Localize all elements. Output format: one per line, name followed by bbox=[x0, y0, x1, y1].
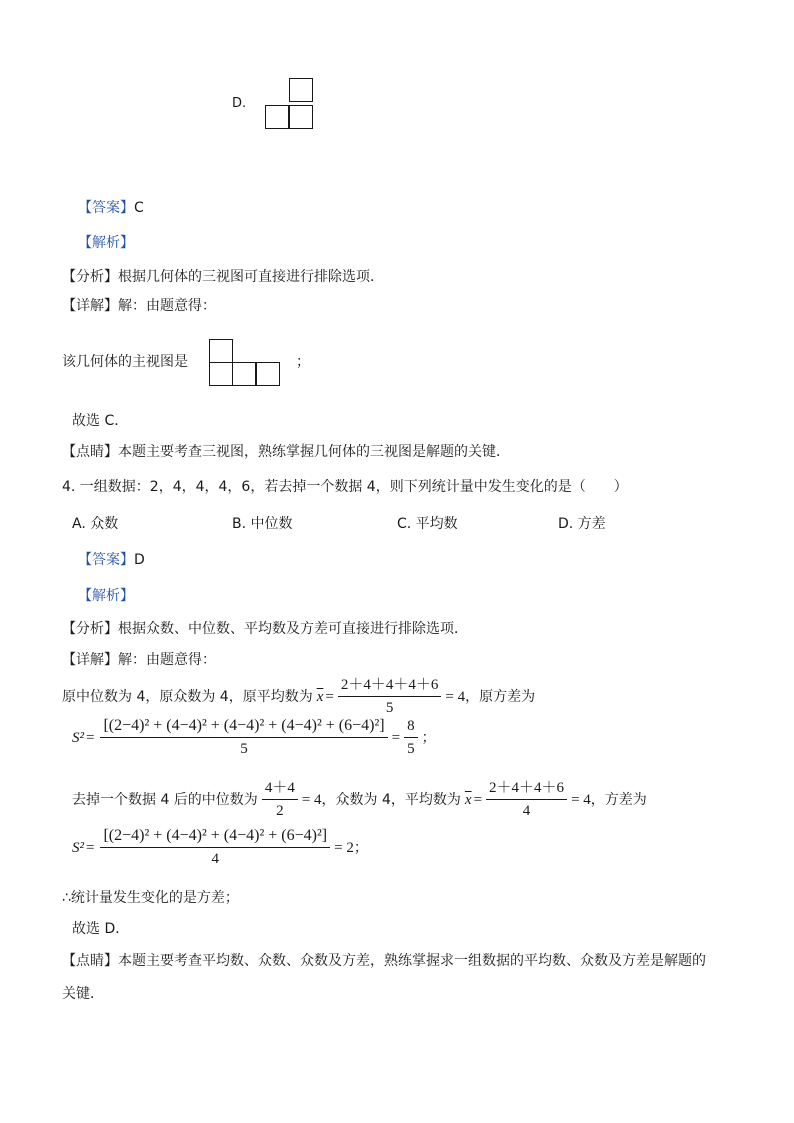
q4-fenxi: 【分析】根据众数、中位数、平均数及方差可直接进行排除选项． bbox=[62, 621, 468, 637]
var2-fraction: $\frac{\text{[(2−4)² + (4−4)² + (4−4)² + (6−4)²]}}{4}$ bbox=[100, 827, 330, 868]
q3-analysis-tag: 【解析】 bbox=[78, 235, 134, 251]
q4-option-d: D. 方差 bbox=[558, 516, 606, 532]
mean1-fraction: $\frac{2+4+4+4+6}{5}$ bbox=[338, 676, 442, 717]
answer-value: C bbox=[134, 200, 144, 216]
q4-variance1: S² = $\frac{\text{[(2−4)² + (4−4)² + (4−4)² + (4−4)² + (6−4)²]}}{5}$ = $\frac{8}{5}$ ； bbox=[72, 717, 436, 757]
var1-result-fraction: $\frac{8}{5}$ bbox=[404, 717, 418, 758]
var1-fraction: $\frac{\text{[(2−4)² + (4−4)² + (4−4)² + (4−4)² + (6−4)²]}}{5}$ bbox=[100, 717, 387, 758]
mean2-fraction: $\frac{2+4+4+6}{4}$ bbox=[486, 779, 567, 820]
q4-variance2: S² = $\frac{\text{[(2−4)² + (4−4)² + (4−4)² + (6−4)²]}}{4}$ = 2 ； bbox=[72, 827, 368, 867]
med2-fraction: $\frac{4+4}{2}$ bbox=[262, 779, 298, 820]
q3-answer bbox=[78, 198, 144, 218]
q4-answer: 【答案】D bbox=[78, 552, 145, 568]
q4-dianjing: 【点睛】本题主要考查平均数、众数、众数及方差，熟练掌握求一组数据的平均数、众数及方差是解题的 bbox=[62, 953, 706, 969]
option-d-label: D. bbox=[232, 96, 247, 111]
q4-option-a: A. 众数 bbox=[72, 516, 119, 532]
q3-xiangjie: 【详解】解：由题意得： bbox=[62, 298, 216, 314]
q4-option-c: C. 平均数 bbox=[397, 516, 458, 532]
q3-fenxi: 【分析】根据几何体的三视图可直接进行排除选项． bbox=[62, 269, 384, 285]
q4-stem: 4. 一组数据：2，4，4，4，6，若去掉一个数据 4，则下列统计量中发生变化的是（ ） bbox=[62, 479, 628, 495]
answer-tag: 【答案】 bbox=[78, 200, 134, 216]
q3-main-view-text: 该几何体的主视图是 bbox=[62, 354, 188, 370]
q4-conclusion: ∴统计量发生变化的是方差； bbox=[62, 890, 239, 906]
q4-choose: 故选 D． bbox=[72, 921, 130, 937]
q4-option-b: B. 中位数 bbox=[232, 516, 293, 532]
q4-analysis-tag: 【解析】 bbox=[78, 588, 134, 604]
q3-dianjing: 【点睛】本题主要考查三视图，熟练掌握几何体的三视图是解题的关键． bbox=[62, 444, 510, 460]
q4-line2: 去掉一个数据 4 后的中位数为 $\frac{4+4}{2}$ = 4 ，众数为 4，平均数为 $\overline{x}$ = $\frac{2+4+4+6}{4}$ = 4 ，方差为 bbox=[72, 780, 647, 819]
q3-choose: 故选 C． bbox=[72, 413, 129, 429]
q4-dianjing-cont: 关键． bbox=[62, 986, 104, 1002]
q4-line1: 原中位数为 4，原众数为 4，原平均数为 $\overline{x}$ = $\frac{2+4+4+4+6}{5}$ = 4 ，原方差为 bbox=[62, 677, 536, 716]
q3-main-view-tail: ； bbox=[296, 354, 310, 370]
q4-xiangjie: 【详解】解：由题意得： bbox=[62, 652, 216, 668]
